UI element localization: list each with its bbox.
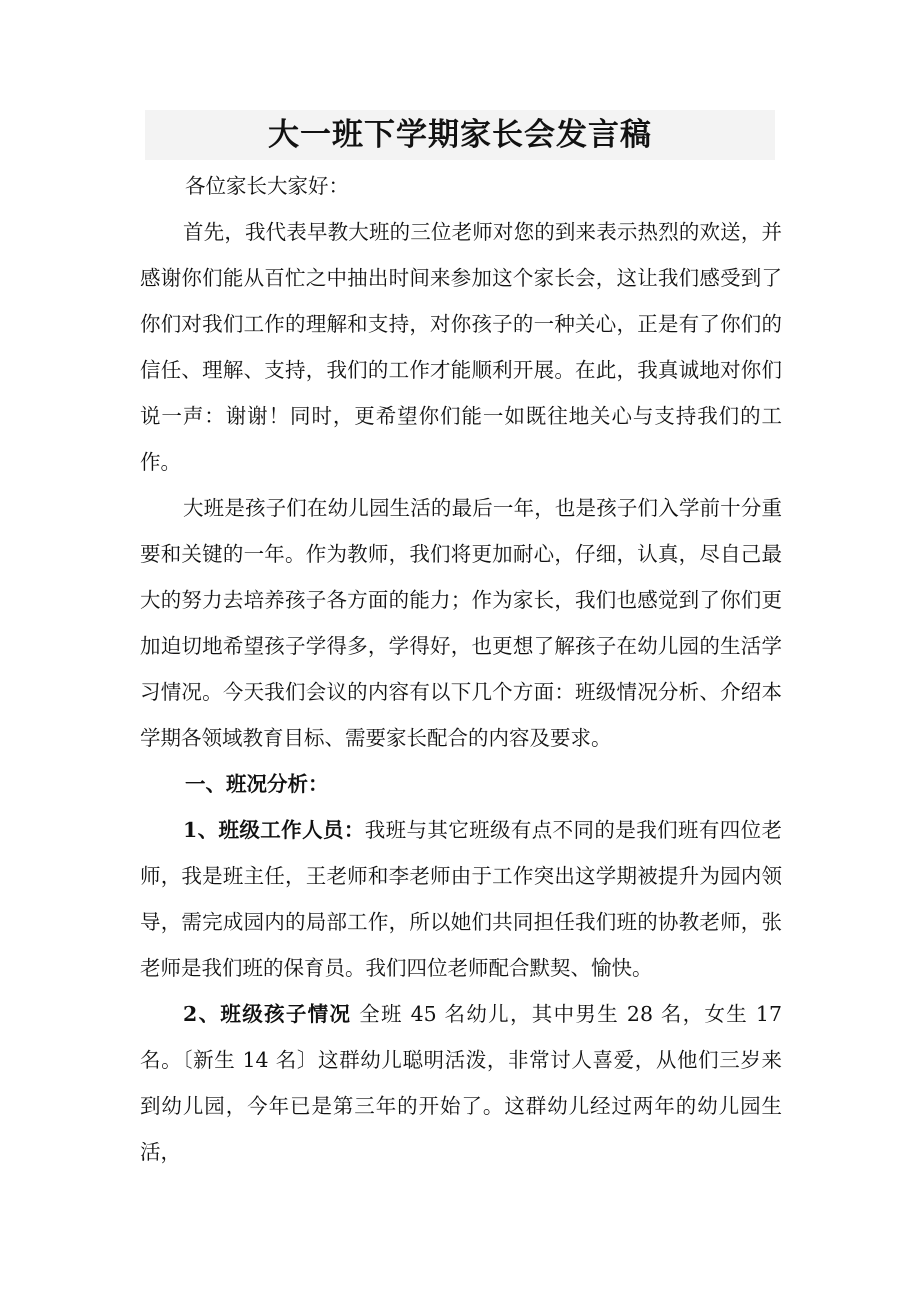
children-text: 全班 45 名幼儿，其中男生 28 名，女生 17 名。〔新生 14 名〕这群幼儿聪明活泼，非常讨人喜爱，从他们三岁来到幼儿园，今年已是第三年的开始了。这群幼儿经过两年的幼儿园生活， <box>140 1002 783 1164</box>
paragraph-children <box>140 991 782 1175</box>
greeting: 各位家长大家好： <box>185 174 349 198</box>
document-title: 大一班下学期家长会发言稿 <box>268 117 652 153</box>
paragraph-intro: 大班是孩子们在幼儿园生活的最后一年，也是孩子们入学前十分重要和关键的一年。作为教师，我们将更加耐心，仔细，认真，尽自己最大的努力去培养孩子各方面的能力；作为家长，我们也感觉到了你们更加迫切地希望孩子学得多，学得好，也更想了解孩子在幼儿园的生活学习情况。今天我们会议的内容有以下几个方面：班级情况分析、介绍本学期各领域教育目标、需要家长配合的内容及要求。 <box>140 496 782 750</box>
paragraph-staff <box>140 807 782 991</box>
staff-text: 我班与其它班级有点不同的是我们班有四位老师，我是班主任，王老师和李老师由于工作突出这学期被提升为园内领导，需完成园内的局部工作，所以她们共同担任我们班的协教老师，张老师是我们班的保育员。我们四位老师配合默契、愉快。 <box>140 818 783 980</box>
staff-label: 1、班级工作人员： <box>183 818 365 842</box>
document-body <box>140 163 782 1175</box>
children-label: 2、班级孩子情况 <box>183 1002 352 1026</box>
paragraph-welcome: 首先，我代表早教大班的三位老师对您的到来表示热烈的欢送，并感谢你们能从百忙之中抽出时间来参加这个家长会，这让我们感受到了你们对我们工作的理解和支持，对你孩子的一种关心，正是有了你们的信任、理解、支持，我们的工作才能顺利开展。在此，我真诚地对你们说一声：谢谢！同时，更希望你们能一如既往地关心与支持我们的工作。 <box>140 220 782 474</box>
section-heading: 一、班况分析： <box>185 772 329 796</box>
